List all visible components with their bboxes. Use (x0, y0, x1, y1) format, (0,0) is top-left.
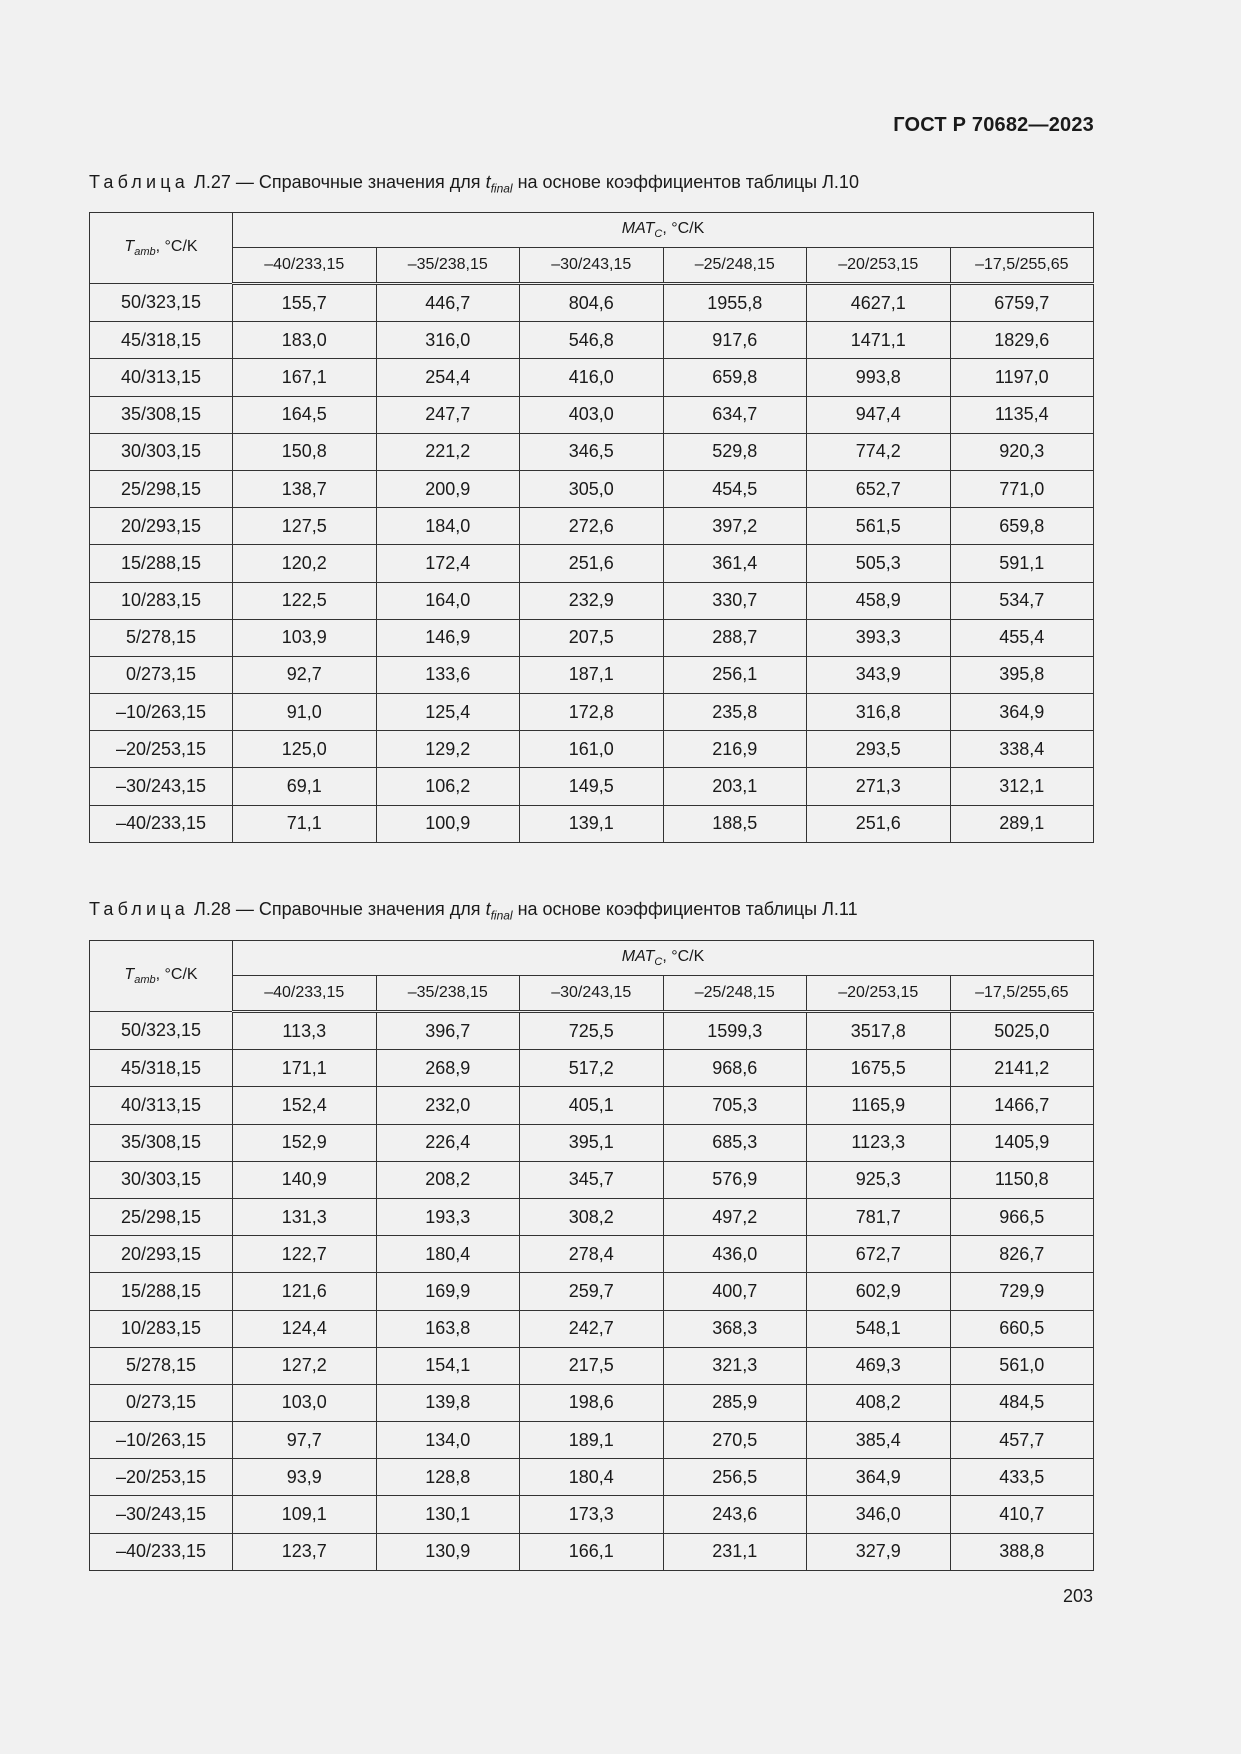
value-cell: 346,5 (520, 433, 664, 470)
value-cell: 327,9 (807, 1533, 951, 1570)
value-cell: 672,7 (807, 1236, 951, 1273)
table-row (90, 433, 1094, 470)
table-row (90, 545, 1094, 582)
value-cell: 124,4 (233, 1310, 377, 1347)
value-cell: 993,8 (807, 359, 951, 396)
caption-number: Л.28 (194, 899, 231, 919)
value-cell: 293,5 (807, 731, 951, 768)
value-cell: 169,9 (376, 1273, 520, 1310)
value-cell: 534,7 (950, 582, 1094, 619)
row-label-cell: –40/233,15 (90, 1533, 233, 1570)
row-label-cell: 40/313,15 (90, 359, 233, 396)
value-cell: 130,9 (376, 1533, 520, 1570)
value-cell: 947,4 (807, 396, 951, 433)
value-cell: 152,4 (233, 1087, 377, 1124)
table-row (90, 1347, 1094, 1384)
table-row (90, 1236, 1094, 1273)
value-cell: 289,1 (950, 805, 1094, 842)
stub-header: $T_{amb}$, °C/K (90, 941, 233, 1012)
value-cell: 232,9 (520, 582, 664, 619)
value-cell: 226,4 (376, 1124, 520, 1161)
value-cell: 163,8 (376, 1310, 520, 1347)
value-cell: 408,2 (807, 1384, 951, 1421)
column-header-row (90, 976, 1094, 1012)
value-cell: 561,5 (807, 508, 951, 545)
value-cell: 127,2 (233, 1347, 377, 1384)
value-cell: 321,3 (663, 1347, 807, 1384)
table-row (90, 470, 1094, 507)
value-cell: 346,0 (807, 1496, 951, 1533)
row-label-cell: 25/298,15 (90, 1198, 233, 1235)
value-cell: 106,2 (376, 768, 520, 805)
value-cell: 128,8 (376, 1459, 520, 1496)
value-cell: 270,5 (663, 1422, 807, 1459)
table-row (90, 284, 1094, 322)
value-cell: 400,7 (663, 1273, 807, 1310)
column-header: –40/233,15 (233, 248, 377, 284)
row-label-cell: 0/273,15 (90, 1384, 233, 1421)
table-row (90, 1124, 1094, 1161)
value-cell: 256,1 (663, 656, 807, 693)
value-cell: 121,6 (233, 1273, 377, 1310)
value-cell: 123,7 (233, 1533, 377, 1570)
table-row (90, 1533, 1094, 1570)
value-cell: 436,0 (663, 1236, 807, 1273)
value-cell: 517,2 (520, 1050, 664, 1087)
value-cell: 180,4 (520, 1459, 664, 1496)
value-cell: 171,1 (233, 1050, 377, 1087)
value-cell: 395,1 (520, 1124, 664, 1161)
value-cell: 1135,4 (950, 396, 1094, 433)
row-label-cell: 30/303,15 (90, 1161, 233, 1198)
value-cell: 150,8 (233, 433, 377, 470)
value-cell: 149,5 (520, 768, 664, 805)
value-cell: 113,3 (233, 1012, 377, 1050)
row-label-cell: 5/278,15 (90, 619, 233, 656)
value-cell: 125,0 (233, 731, 377, 768)
caption-variable: $t_{final}$ (485, 899, 513, 923)
value-cell: 288,7 (663, 619, 807, 656)
value-cell: 164,0 (376, 582, 520, 619)
value-cell: 93,9 (233, 1459, 377, 1496)
value-cell: 251,6 (807, 805, 951, 842)
row-label-cell: –30/243,15 (90, 1496, 233, 1533)
value-cell: 397,2 (663, 508, 807, 545)
value-cell: 247,7 (376, 396, 520, 433)
value-cell: 251,6 (520, 545, 664, 582)
column-header: –20/253,15 (807, 248, 951, 284)
caption-number: Л.27 (194, 172, 231, 192)
value-cell: 184,0 (376, 508, 520, 545)
row-label-cell: 50/323,15 (90, 1012, 233, 1050)
value-cell: 505,3 (807, 545, 951, 582)
table-row (90, 768, 1094, 805)
value-cell: 122,5 (233, 582, 377, 619)
value-cell: 1471,1 (807, 322, 951, 359)
value-cell: 546,8 (520, 322, 664, 359)
row-label-cell: –40/233,15 (90, 805, 233, 842)
table-row (90, 1087, 1094, 1124)
table-body (90, 1012, 1094, 1571)
group-header: $MAT_C$, °C/K (233, 941, 1094, 976)
row-label-cell: 40/313,15 (90, 1087, 233, 1124)
value-cell: 91,0 (233, 694, 377, 731)
value-cell: 1829,6 (950, 322, 1094, 359)
value-cell: 316,8 (807, 694, 951, 731)
row-label-cell: 15/288,15 (90, 545, 233, 582)
table-row (90, 1273, 1094, 1310)
table-row (90, 1459, 1094, 1496)
table-row (90, 1050, 1094, 1087)
value-cell: 146,9 (376, 619, 520, 656)
table-row (90, 1310, 1094, 1347)
row-label-cell: 30/303,15 (90, 433, 233, 470)
value-cell: 172,8 (520, 694, 664, 731)
value-cell: 1955,8 (663, 284, 807, 322)
value-cell: 548,1 (807, 1310, 951, 1347)
value-cell: 308,2 (520, 1198, 664, 1235)
table-row (90, 508, 1094, 545)
value-cell: 968,6 (663, 1050, 807, 1087)
value-cell: 161,0 (520, 731, 664, 768)
caption-text-after: на основе коэффициентов таблицы Л.11 (512, 899, 858, 919)
table-body (90, 284, 1094, 843)
value-cell: 103,0 (233, 1384, 377, 1421)
caption-text-after: на основе коэффициентов таблицы Л.10 (512, 172, 859, 192)
table-row (90, 694, 1094, 731)
value-cell: 393,3 (807, 619, 951, 656)
row-label-cell: 50/323,15 (90, 284, 233, 322)
row-label-cell: 20/293,15 (90, 1236, 233, 1273)
row-label-cell: –30/243,15 (90, 768, 233, 805)
value-cell: 217,5 (520, 1347, 664, 1384)
value-cell: 312,1 (950, 768, 1094, 805)
value-cell: 368,3 (663, 1310, 807, 1347)
value-cell: 187,1 (520, 656, 664, 693)
value-cell: 917,6 (663, 322, 807, 359)
value-cell: 100,9 (376, 805, 520, 842)
value-cell: 130,1 (376, 1496, 520, 1533)
value-cell: 129,2 (376, 731, 520, 768)
column-header: –35/238,15 (376, 976, 520, 1012)
value-cell: 232,0 (376, 1087, 520, 1124)
value-cell: 1165,9 (807, 1087, 951, 1124)
value-cell: 127,5 (233, 508, 377, 545)
value-cell: 659,8 (663, 359, 807, 396)
row-label-cell: 45/318,15 (90, 322, 233, 359)
value-cell: 454,5 (663, 470, 807, 507)
column-header: –20/253,15 (807, 976, 951, 1012)
value-cell: 920,3 (950, 433, 1094, 470)
value-cell: 725,5 (520, 1012, 664, 1050)
group-header: $MAT_C$, °C/K (233, 213, 1094, 248)
value-cell: 497,2 (663, 1198, 807, 1235)
value-cell: 6759,7 (950, 284, 1094, 322)
row-label-cell: 35/308,15 (90, 1124, 233, 1161)
value-cell: 203,1 (663, 768, 807, 805)
value-cell: 216,9 (663, 731, 807, 768)
column-header-row (90, 248, 1094, 284)
row-label-cell: 10/283,15 (90, 1310, 233, 1347)
table-row (90, 731, 1094, 768)
value-cell: 92,7 (233, 656, 377, 693)
value-cell: 69,1 (233, 768, 377, 805)
value-cell: 189,1 (520, 1422, 664, 1459)
value-cell: 804,6 (520, 284, 664, 322)
row-label-cell: 10/283,15 (90, 582, 233, 619)
value-cell: 385,4 (807, 1422, 951, 1459)
value-cell: 652,7 (807, 470, 951, 507)
value-cell: 208,2 (376, 1161, 520, 1198)
row-label-cell: 45/318,15 (90, 1050, 233, 1087)
table-row (90, 359, 1094, 396)
value-cell: 659,8 (950, 508, 1094, 545)
table-row (90, 1198, 1094, 1235)
value-cell: 198,6 (520, 1384, 664, 1421)
value-cell: 1599,3 (663, 1012, 807, 1050)
value-cell: 576,9 (663, 1161, 807, 1198)
value-cell: 188,5 (663, 805, 807, 842)
value-cell: 5025,0 (950, 1012, 1094, 1050)
column-header: –35/238,15 (376, 248, 520, 284)
value-cell: 1405,9 (950, 1124, 1094, 1161)
value-cell: 781,7 (807, 1198, 951, 1235)
value-cell: 2141,2 (950, 1050, 1094, 1087)
value-cell: 103,9 (233, 619, 377, 656)
value-cell: 134,0 (376, 1422, 520, 1459)
value-cell: 826,7 (950, 1236, 1094, 1273)
value-cell: 591,1 (950, 545, 1094, 582)
row-label-cell: 25/298,15 (90, 470, 233, 507)
table-row (90, 805, 1094, 842)
row-label-cell: –20/253,15 (90, 731, 233, 768)
value-cell: 416,0 (520, 359, 664, 396)
value-cell: 122,7 (233, 1236, 377, 1273)
row-label-cell: 15/288,15 (90, 1273, 233, 1310)
value-cell: 166,1 (520, 1533, 664, 1570)
value-cell: 729,9 (950, 1273, 1094, 1310)
row-label-cell: 5/278,15 (90, 1347, 233, 1384)
value-cell: 455,4 (950, 619, 1094, 656)
value-cell: 966,5 (950, 1198, 1094, 1235)
value-cell: 278,4 (520, 1236, 664, 1273)
value-cell: 235,8 (663, 694, 807, 731)
value-cell: 259,7 (520, 1273, 664, 1310)
value-cell: 109,1 (233, 1496, 377, 1533)
value-cell: 364,9 (950, 694, 1094, 731)
value-cell: 316,0 (376, 322, 520, 359)
value-cell: 173,3 (520, 1496, 664, 1533)
column-header: –30/243,15 (520, 976, 664, 1012)
value-cell: 403,0 (520, 396, 664, 433)
value-cell: 139,1 (520, 805, 664, 842)
value-cell: 71,1 (233, 805, 377, 842)
table-row (90, 1496, 1094, 1533)
value-cell: 388,8 (950, 1533, 1094, 1570)
table-row (90, 396, 1094, 433)
value-cell: 125,4 (376, 694, 520, 731)
table-row (90, 619, 1094, 656)
value-cell: 361,4 (663, 545, 807, 582)
table-row (90, 1422, 1094, 1459)
document-id: ГОСТ Р 70682—2023 (893, 114, 1094, 136)
value-cell: 256,5 (663, 1459, 807, 1496)
value-cell: 685,3 (663, 1124, 807, 1161)
value-cell: 771,0 (950, 470, 1094, 507)
value-cell: 221,2 (376, 433, 520, 470)
value-cell: 271,3 (807, 768, 951, 805)
value-cell: 3517,8 (807, 1012, 951, 1050)
value-cell: 4627,1 (807, 284, 951, 322)
caption-text-before: — Справочные значения для (230, 172, 486, 192)
column-header: –25/248,15 (663, 248, 807, 284)
table-row (90, 1012, 1094, 1050)
value-cell: 660,5 (950, 1310, 1094, 1347)
value-cell: 139,8 (376, 1384, 520, 1421)
value-cell: 172,4 (376, 545, 520, 582)
value-cell: 272,6 (520, 508, 664, 545)
value-cell: 120,2 (233, 545, 377, 582)
value-cell: 305,0 (520, 470, 664, 507)
table-caption (89, 899, 858, 923)
value-cell: 774,2 (807, 433, 951, 470)
value-cell: 345,7 (520, 1161, 664, 1198)
value-cell: 268,9 (376, 1050, 520, 1087)
value-cell: 705,3 (663, 1087, 807, 1124)
value-cell: 458,9 (807, 582, 951, 619)
table-row (90, 656, 1094, 693)
value-cell: 180,4 (376, 1236, 520, 1273)
value-cell: 395,8 (950, 656, 1094, 693)
column-header: –17,5/255,65 (950, 248, 1094, 284)
value-cell: 133,6 (376, 656, 520, 693)
value-cell: 243,6 (663, 1496, 807, 1533)
value-cell: 131,3 (233, 1198, 377, 1235)
column-header: –17,5/255,65 (950, 976, 1094, 1012)
stub-header: $T_{amb}$, °C/K (90, 213, 233, 284)
value-cell: 254,4 (376, 359, 520, 396)
value-cell: 155,7 (233, 284, 377, 322)
value-cell: 138,7 (233, 470, 377, 507)
value-cell: 484,5 (950, 1384, 1094, 1421)
value-cell: 925,3 (807, 1161, 951, 1198)
value-cell: 410,7 (950, 1496, 1094, 1533)
table-row (90, 1384, 1094, 1421)
caption-word: Таблица (89, 172, 189, 192)
column-header: –30/243,15 (520, 248, 664, 284)
value-cell: 338,4 (950, 731, 1094, 768)
page-number: 203 (1062, 1586, 1093, 1606)
value-cell: 231,1 (663, 1533, 807, 1570)
caption-variable: $t_{final}$ (485, 172, 513, 196)
value-cell: 364,9 (807, 1459, 951, 1496)
value-cell: 1466,7 (950, 1087, 1094, 1124)
value-cell: 1123,3 (807, 1124, 951, 1161)
data-table (89, 212, 1094, 843)
value-cell: 405,1 (520, 1087, 664, 1124)
table-row (90, 322, 1094, 359)
value-cell: 242,7 (520, 1310, 664, 1347)
row-label-cell: –20/253,15 (90, 1459, 233, 1496)
column-header: –25/248,15 (663, 976, 807, 1012)
row-label-cell: 0/273,15 (90, 656, 233, 693)
value-cell: 396,7 (376, 1012, 520, 1050)
value-cell: 200,9 (376, 470, 520, 507)
value-cell: 433,5 (950, 1459, 1094, 1496)
value-cell: 469,3 (807, 1347, 951, 1384)
value-cell: 167,1 (233, 359, 377, 396)
value-cell: 343,9 (807, 656, 951, 693)
value-cell: 140,9 (233, 1161, 377, 1198)
column-header: –40/233,15 (233, 976, 377, 1012)
value-cell: 634,7 (663, 396, 807, 433)
table-row (90, 1161, 1094, 1198)
value-cell: 457,7 (950, 1422, 1094, 1459)
table-row (90, 582, 1094, 619)
value-cell: 330,7 (663, 582, 807, 619)
value-cell: 183,0 (233, 322, 377, 359)
value-cell: 1675,5 (807, 1050, 951, 1087)
row-label-cell: 35/308,15 (90, 396, 233, 433)
value-cell: 154,1 (376, 1347, 520, 1384)
caption-word: Таблица (89, 899, 189, 919)
value-cell: 1150,8 (950, 1161, 1094, 1198)
value-cell: 561,0 (950, 1347, 1094, 1384)
row-label-cell: 20/293,15 (90, 508, 233, 545)
value-cell: 285,9 (663, 1384, 807, 1421)
row-label-cell: –10/263,15 (90, 694, 233, 731)
value-cell: 207,5 (520, 619, 664, 656)
value-cell: 529,8 (663, 433, 807, 470)
value-cell: 97,7 (233, 1422, 377, 1459)
value-cell: 446,7 (376, 284, 520, 322)
value-cell: 164,5 (233, 396, 377, 433)
value-cell: 152,9 (233, 1124, 377, 1161)
table-caption (89, 172, 859, 196)
caption-text-before: — Справочные значения для (230, 899, 486, 919)
value-cell: 193,3 (376, 1198, 520, 1235)
value-cell: 1197,0 (950, 359, 1094, 396)
data-table (89, 940, 1094, 1571)
value-cell: 602,9 (807, 1273, 951, 1310)
row-label-cell: –10/263,15 (90, 1422, 233, 1459)
